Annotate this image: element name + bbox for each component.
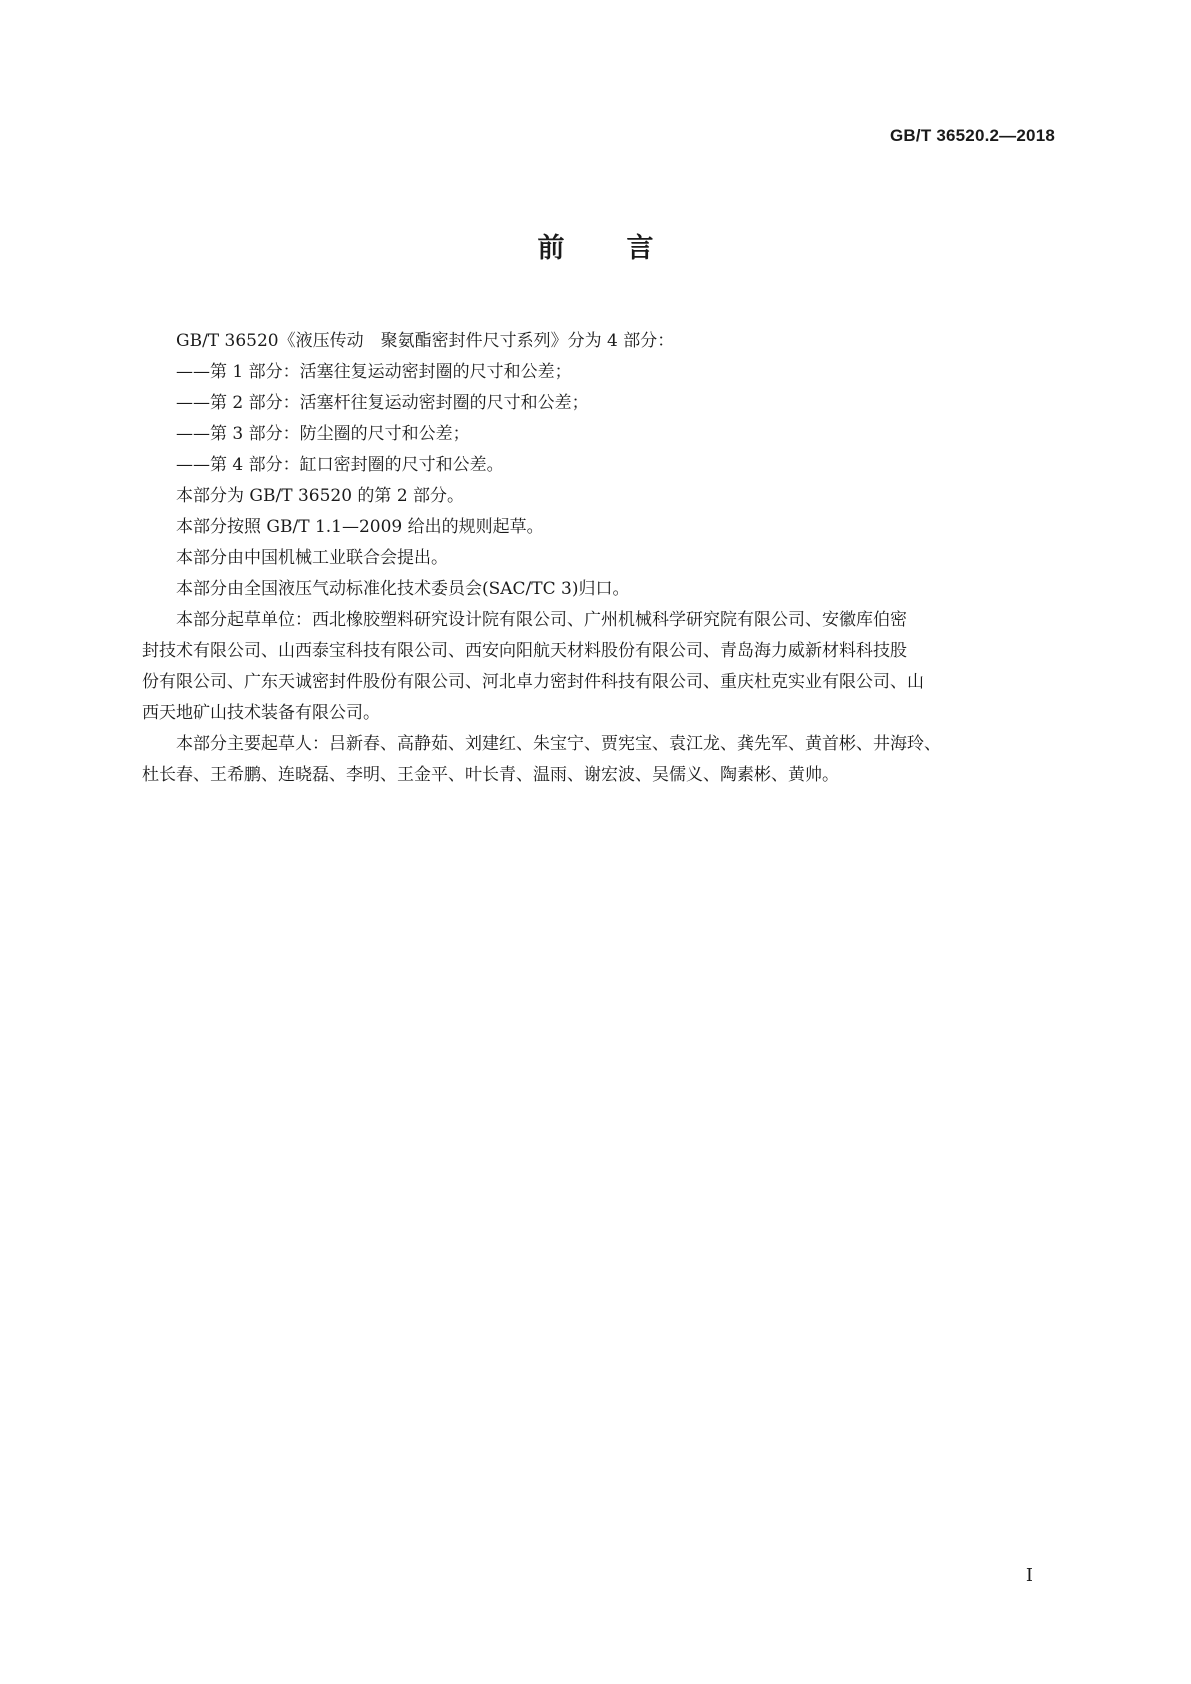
page-number: I bbox=[1025, 1565, 1033, 1586]
part-statement: 本部分为 GB/T 36520 的第 2 部分。 bbox=[176, 486, 465, 506]
drafters-line-2: 杜长春、王希鹏、连晓磊、李明、王金平、叶长青、温雨、谢宏波、吴儒义、陶素彬、黄帅。 bbox=[142, 765, 839, 785]
standard-code: GB/T 36520.2—2018 bbox=[890, 126, 1055, 145]
drafting-units-line-4: 西天地矿山技术装备有限公司。 bbox=[142, 703, 380, 723]
drafters-line-1: 本部分主要起草人：吕新春、高静茹、刘建红、朱宝宁、贾宪宝、袁江龙、龚先军、黄首彬、井海玲、 bbox=[176, 734, 941, 754]
part-item-4: ——第 4 部分：缸口密封圈的尺寸和公差。 bbox=[176, 455, 504, 475]
title-char-1: 前 bbox=[537, 233, 565, 264]
rules-statement: 本部分按照 GB/T 1.1—2009 给出的规则起草。 bbox=[176, 517, 544, 537]
centralized-statement: 本部分由全国液压气动标准化技术委员会(SAC/TC 3)归口。 bbox=[176, 579, 630, 599]
part-item-1: ——第 1 部分：活塞往复运动密封圈的尺寸和公差； bbox=[176, 362, 572, 382]
proposed-statement: 本部分由中国机械工业联合会提出。 bbox=[176, 548, 448, 568]
drafting-units-line-2: 封技术有限公司、山西泰宝科技有限公司、西安向阳航天材料股份有限公司、青岛海力威新材料科技股 bbox=[142, 641, 907, 661]
drafting-units-line-3: 份有限公司、广东天诚密封件股份有限公司、河北卓力密封件科技有限公司、重庆杜克实业有限公司、山 bbox=[142, 672, 924, 692]
intro-paragraph: GB/T 36520《液压传动 聚氨酯密封件尺寸系列》分为 4 部分： bbox=[176, 331, 675, 351]
foreword-body bbox=[142, 326, 1036, 791]
part-item-3: ——第 3 部分：防尘圈的尺寸和公差； bbox=[176, 424, 470, 444]
part-item-2: ——第 2 部分：活塞杆往复运动密封圈的尺寸和公差； bbox=[176, 393, 589, 413]
page-title bbox=[0, 226, 1191, 265]
drafting-units-line-1: 本部分起草单位：西北橡胶塑料研究设计院有限公司、广州机械科学研究院有限公司、安徽库伯密 bbox=[176, 610, 907, 630]
title-char-2: 言 bbox=[626, 233, 654, 264]
